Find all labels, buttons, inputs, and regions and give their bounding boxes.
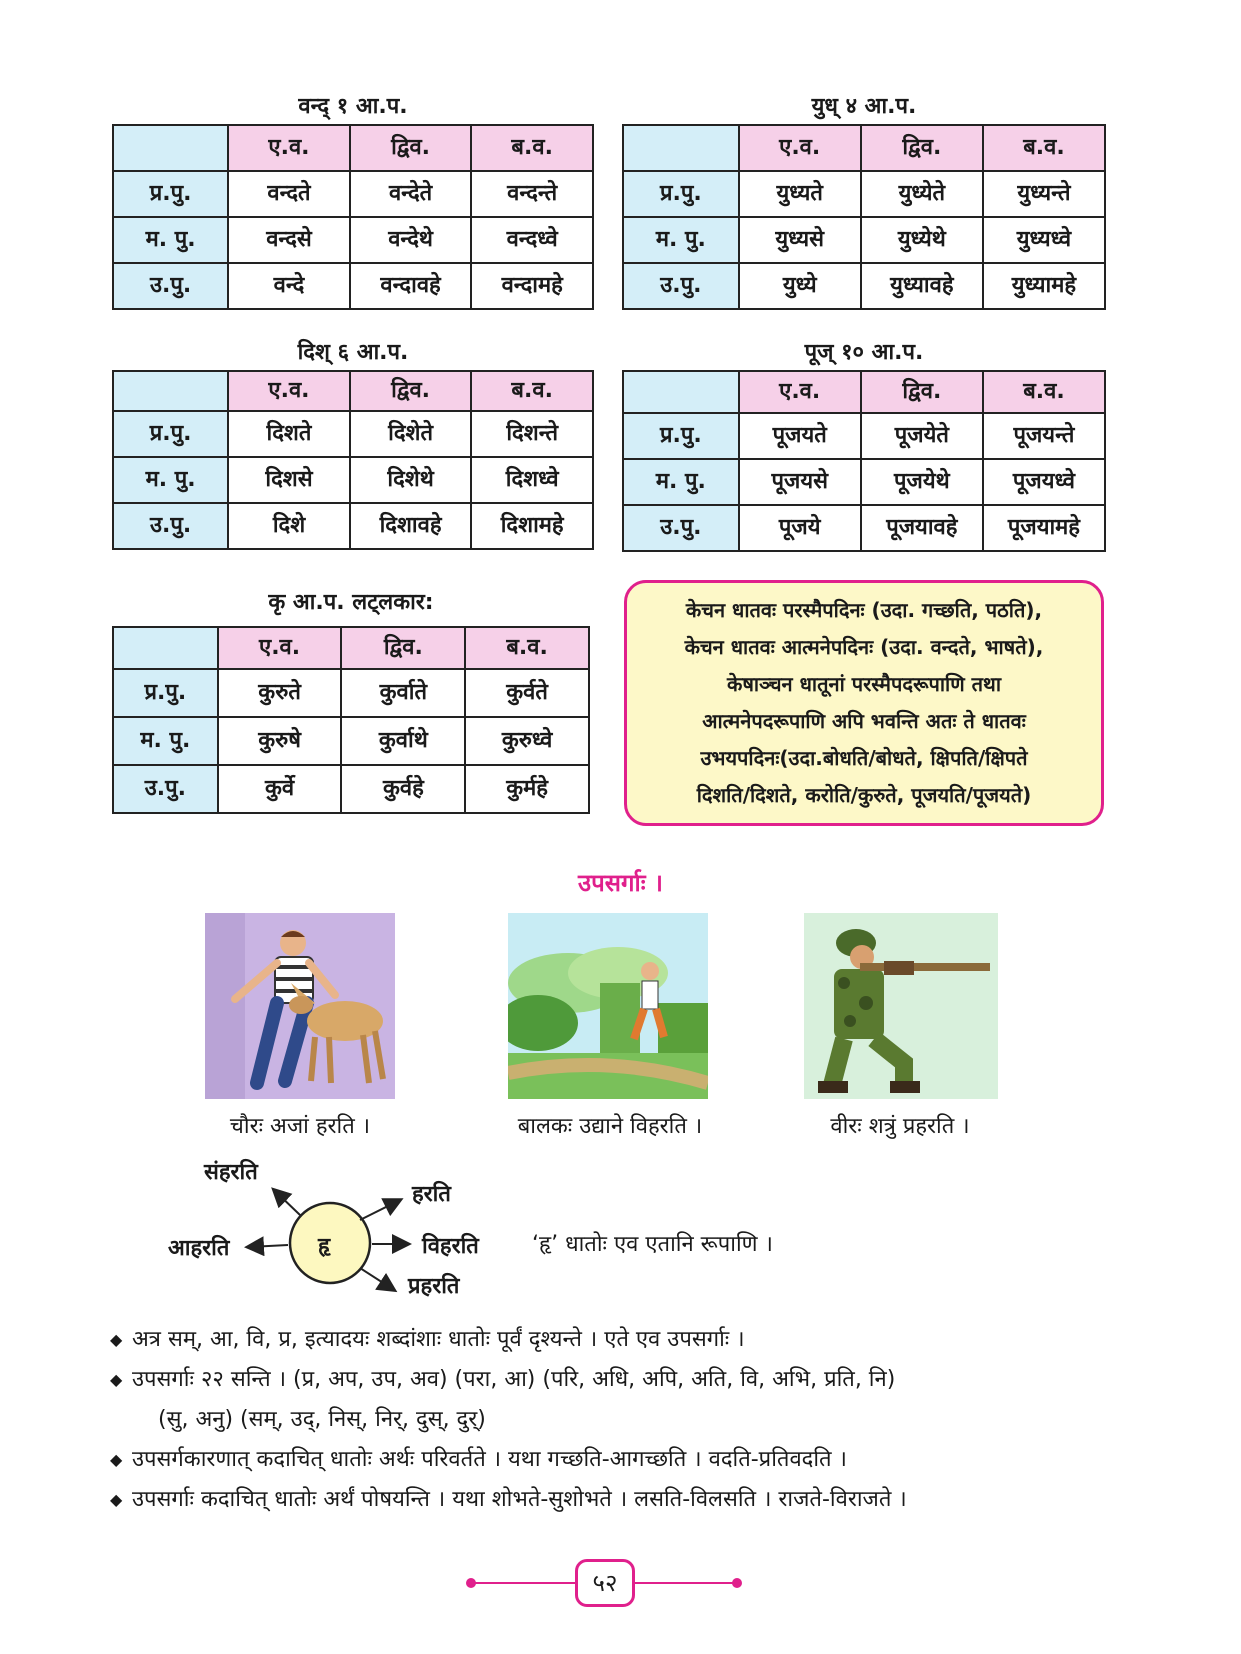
table-cell: वन्दध्वे (471, 217, 593, 263)
bullet-diamond-icon: ◆ (110, 1370, 123, 1389)
row-header: म. पु. (113, 457, 228, 503)
table-cell: कुर्वहे (341, 765, 465, 813)
table-cell: पूजयेते (861, 413, 983, 459)
section-title: उपसर्गाः । (577, 869, 664, 897)
table-cell: दिशध्वे (471, 457, 593, 503)
table-cell: वन्देते (350, 171, 472, 217)
table-cell: पूजये (739, 505, 861, 551)
table-title: पूज् १० आ.प. (804, 340, 924, 365)
illustration-soldier (804, 913, 998, 1099)
table-cell: दिशावहे (350, 503, 472, 549)
table-cell: पूजयसे (739, 459, 861, 505)
bullet-list (110, 1320, 1140, 1520)
table-cell: दिशेते (350, 411, 472, 457)
table-cell: युध्यते (739, 171, 861, 217)
conjugation-table-yudh (622, 90, 1106, 310)
col-header: द्विव. (861, 371, 983, 413)
table-cell: कुर्वाते (341, 669, 465, 717)
col-header: ए.व. (739, 371, 861, 413)
row-header: प्र.पु. (113, 411, 228, 457)
col-header: द्विव. (861, 125, 983, 171)
table-title: युध् ४ आ.प. (811, 94, 917, 119)
table-cell: दिशे (228, 503, 350, 549)
table-cell: कुर्महे (465, 765, 589, 813)
row-header: म. पु. (113, 717, 218, 765)
conjugation-table-puj (622, 336, 1106, 552)
row-header: उ.पु. (113, 765, 218, 813)
row-header: म. पु. (623, 217, 739, 263)
row-header: उ.पु. (113, 503, 228, 549)
caption-thief: चौरः अजां हरति । (229, 1114, 371, 1139)
col-header: ब.व. (471, 125, 593, 171)
row-header: म. पु. (113, 217, 228, 263)
bullet-diamond-icon: ◆ (110, 1490, 123, 1509)
table-cell: युध्येते (861, 171, 983, 217)
diagram-note: ‘हृ’ धातोः एव एतानि रूपाणि । (532, 1232, 773, 1257)
table-cell: पूजयध्वे (983, 459, 1105, 505)
table-cell: पूजयन्ते (983, 413, 1105, 459)
table-cell: पूजयेथे (861, 459, 983, 505)
table-cell: युध्येथे (861, 217, 983, 263)
row-header: उ.पु. (623, 263, 739, 309)
table-cell: दिशते (228, 411, 350, 457)
col-header: ब.व. (983, 371, 1105, 413)
page-number-box: ५२ (575, 1559, 635, 1607)
illustration-boy-garden (508, 913, 708, 1099)
table-cell: युध्यन्ते (983, 171, 1105, 217)
col-header: ए.व. (228, 125, 350, 171)
diagram-label-praharati: प्रहरति (408, 1274, 460, 1299)
list-item: ◆ उपसर्गाः कदाचित् धातोः अर्थं पोषयन्ति । यथा शोभते-सुशोभते । लसति-विलसति । राजते-विराजते । (110, 1480, 1140, 1520)
table-cell: पूजयामहे (983, 505, 1105, 551)
table-title: वन्द् १ आ.प. (298, 94, 408, 119)
table-title: कृ आ.प. लट्लकार: (268, 590, 434, 615)
table-cell: कुरुध्वे (465, 717, 589, 765)
table-cell: पूजयते (739, 413, 861, 459)
note-line: केषाञ्चन धातूनां परस्मैपदरूपाणि तथा (726, 672, 1002, 696)
conjugation-table-vand (112, 90, 594, 310)
table-cell: युध्यावहे (861, 263, 983, 309)
table-cell: युध्यसे (739, 217, 861, 263)
table-cell: युध्यध्वे (983, 217, 1105, 263)
table-cell: युध्ये (739, 263, 861, 309)
row-header: उ.पु. (113, 263, 228, 309)
table-cell: कुर्वते (465, 669, 589, 717)
caption-soldier: वीरः शत्रुं प्रहरति । (830, 1114, 970, 1139)
diagram-label-samharati: संहरति (204, 1160, 258, 1185)
col-header: ब.व. (465, 627, 589, 669)
page-number (460, 1556, 750, 1610)
table-cell: दिशन्ते (471, 411, 593, 457)
col-header: द्विव. (350, 371, 472, 411)
row-header: प्र.पु. (623, 171, 739, 217)
note-line: दिशति/दिशते, करोति/कुरुते, पूजयति/पूजयते) (696, 783, 1032, 807)
bullet-diamond-icon: ◆ (110, 1450, 123, 1469)
col-header: ब.व. (983, 125, 1105, 171)
diagram-label-viharati: विहरति (422, 1234, 479, 1259)
table-cell: वन्दन्ते (471, 171, 593, 217)
table-cell: वन्दे (228, 263, 350, 309)
list-item: ◆ उपसर्गाः २२ सन्ति । (प्र, अप, उप, अव) (परा, आ) (परि, अधि, अपि, अति, वि, अभि, प्रति, नि) (110, 1360, 1140, 1400)
table-cell: वन्देथे (350, 217, 472, 263)
table-cell: दिशामहे (471, 503, 593, 549)
hri-dhatu-diagram (160, 1160, 530, 1310)
table-cell: दिशेथे (350, 457, 472, 503)
diagram-label-harati: हरति (412, 1182, 451, 1207)
col-header: द्विव. (341, 627, 465, 669)
col-header: ए.व. (228, 371, 350, 411)
col-header: ए.व. (218, 627, 342, 669)
table-cell: कुर्वे (218, 765, 342, 813)
table-cell: पूजयावहे (861, 505, 983, 551)
diagram-center-label: हृ (318, 1234, 331, 1259)
diagram-label-aaharati: आहरति (168, 1236, 230, 1261)
table-cell: कुरुषे (218, 717, 342, 765)
table-cell: कुरुते (218, 669, 342, 717)
col-header: द्विव. (350, 125, 472, 171)
col-header: ए.व. (739, 125, 861, 171)
table-cell: दिशसे (228, 457, 350, 503)
row-header: प्र.पु. (113, 669, 218, 717)
note-line: केचन धातवः आत्मनेपदिनः (उदा. वन्दते, भाषते), (684, 635, 1044, 659)
list-item-continuation: (सु, अनु) (सम्, उद्, निस्, निर्, दुस्, दुर्) (158, 1407, 486, 1432)
table-cell: वन्दावहे (350, 263, 472, 309)
info-note-box (624, 580, 1104, 826)
row-header: उ.पु. (623, 505, 739, 551)
caption-boy: बालकः उद्याने विहरति । (517, 1114, 703, 1139)
table-cell: कुर्वाथे (341, 717, 465, 765)
row-header: प्र.पु. (623, 413, 739, 459)
table-cell: वन्दसे (228, 217, 350, 263)
note-line: आत्मनेपदरूपाणि अपि भवन्ति अतः ते धातवः (702, 709, 1026, 733)
table-title: दिश् ६ आ.प. (297, 340, 409, 365)
list-item: ◆ अत्र सम्, आ, वि, प्र, इत्यादयः शब्दांशाः धातोः पूर्वं दृश्यन्ते । एते एव उपसर्गाः । (110, 1320, 1140, 1360)
table-cell: वन्दामहे (471, 263, 593, 309)
note-line: केचन धातवः परस्मैपदिनः (उदा. गच्छति, पठति), (685, 598, 1043, 622)
row-header: म. पु. (623, 459, 739, 505)
row-header: प्र.पु. (113, 171, 228, 217)
conjugation-table-kri (112, 586, 590, 814)
illustration-thief-goat (205, 913, 395, 1099)
table-cell: युध्यामहे (983, 263, 1105, 309)
col-header: ब.व. (471, 371, 593, 411)
conjugation-table-dish (112, 336, 594, 550)
bullet-diamond-icon: ◆ (110, 1330, 123, 1349)
note-line: उभयपदिनः(उदा.बोधति/बोधते, क्षिपति/क्षिपते (700, 746, 1028, 770)
list-item: ◆ उपसर्गकारणात् कदाचित् धातोः अर्थः परिवर्तते । यथा गच्छति-आगच्छति । वदति-प्रतिवदति । (110, 1440, 1140, 1480)
table-cell: वन्दते (228, 171, 350, 217)
